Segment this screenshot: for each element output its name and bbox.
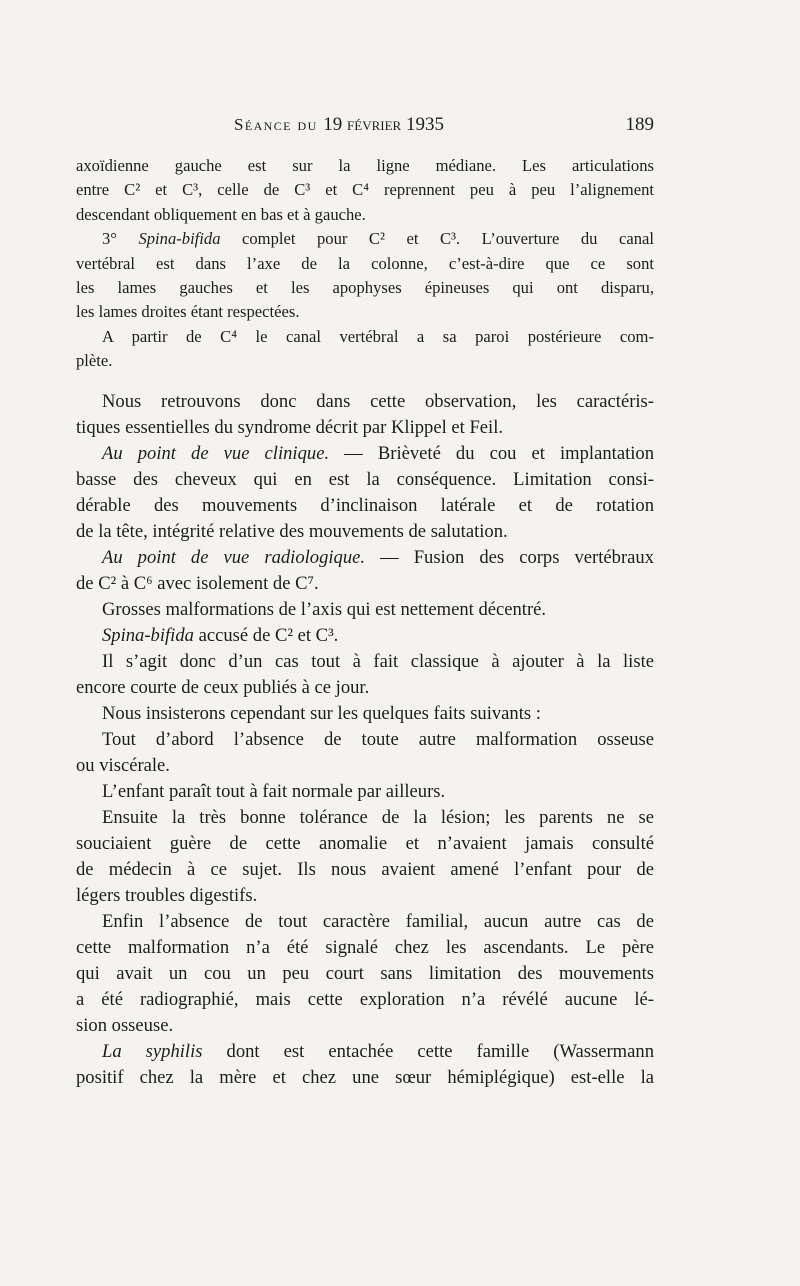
italic-phrase: La syphilis	[102, 1040, 203, 1062]
text-line: entre C² et C³, celle de C³ et C⁴ reprennent peu à peu l’alignement	[76, 180, 654, 200]
text-line: Enfin l’absence de tout caractère familial, aucun autre cas de	[102, 910, 654, 932]
text-line: descendant obliquement en bas et à gauche.	[76, 204, 366, 224]
text-line: qui avait un cou un peu court sans limitation des mouvements	[76, 962, 654, 984]
text-line: de la tête, intégrité relative des mouvements de salutation.	[76, 520, 508, 542]
text-line: Grosses malformations de l’axis qui est nettement décentré.	[102, 598, 547, 620]
text-line: plète.	[76, 351, 113, 371]
text-line: légers troubles digestifs.	[76, 884, 258, 906]
running-title-text: Séance du	[234, 115, 318, 134]
text-line: ou viscérale.	[76, 754, 170, 776]
text-line: Il s’agit donc d’un cas tout à fait classique à ajouter à la liste	[102, 650, 654, 672]
text-line: Au point de vue clinique. — Brièveté du cou et implantation	[102, 442, 654, 464]
text-line: tiques essentielles du syndrome décrit par Klippel et Feil.	[76, 416, 504, 438]
text-line: sion osseuse.	[76, 1014, 174, 1036]
text-line: vertébral est dans l’axe de la colonne, c’est-à-dire que ce sont	[76, 253, 654, 273]
running-date: 19 février 1935	[323, 114, 444, 135]
text-line: Spina-bifida accusé de C² et C³.	[102, 624, 339, 646]
italic-phrase: Au point de vue radiologique.	[102, 546, 366, 568]
paragraph-gap	[76, 374, 654, 389]
text-line: les lames gauches et les apophyses épineuses qui ont disparu,	[76, 277, 654, 297]
text-line: a été radiographié, mais cette exploration n’a révélé aucune lé-	[76, 988, 654, 1010]
text-line: axoïdienne gauche est sur la ligne médiane. Les articulations	[76, 156, 654, 175]
body-text	[76, 154, 654, 1091]
text-line: cette malformation n’a été signalé chez les ascendants. Le père	[76, 936, 654, 958]
text-line: L’enfant paraît tout à fait normale par ailleurs.	[102, 780, 446, 802]
italic-phrase: Au point de vue clinique.	[102, 442, 330, 464]
text-line: basse des cheveux qui en est la conséquence. Limitation consi-	[76, 468, 654, 490]
text-line: positif chez la mère et chez une sœur hémiplégique) est-elle la	[76, 1066, 654, 1088]
running-title	[234, 114, 444, 136]
text-line: Nous retrouvons donc dans cette observation, les caractéris-	[102, 390, 654, 412]
text-line: Au point de vue radiologique. — Fusion des corps vertébraux	[102, 546, 654, 568]
text-line: les lames droites étant respectées.	[76, 302, 300, 322]
italic-phrase: Spina-bifida	[138, 229, 221, 249]
text-line: 3° Spina-bifida complet pour C² et C³. L’ouverture du canal	[102, 229, 654, 249]
text-line: dérable des mouvements d’inclinaison latérale et de rotation	[76, 494, 654, 516]
page-number: 189	[625, 114, 654, 135]
text-line: Nous insisterons cependant sur les quelques faits suivants :	[102, 702, 541, 724]
italic-phrase: Spina-bifida	[102, 624, 194, 646]
text-line: Ensuite la très bonne tolérance de la lésion; les parents ne se	[102, 806, 654, 828]
text-line: encore courte de ceux publiés à ce jour.	[76, 676, 370, 698]
text-line: souciaient guère de cette anomalie et n’avaient jamais consulté	[76, 832, 654, 854]
text-line: A partir de C⁴ le canal vertébral a sa paroi postérieure com-	[102, 326, 654, 346]
text-line: de médecin à ce sujet. Ils nous avaient amené l’enfant pour de	[76, 858, 654, 880]
text-line: Tout d’abord l’absence de toute autre malformation osseuse	[102, 728, 654, 750]
text-line: La syphilis dont est entachée cette famille (Wassermann	[102, 1040, 654, 1062]
text-line: de C² à C⁶ avec isolement de C⁷.	[76, 572, 319, 594]
running-header	[76, 114, 654, 140]
